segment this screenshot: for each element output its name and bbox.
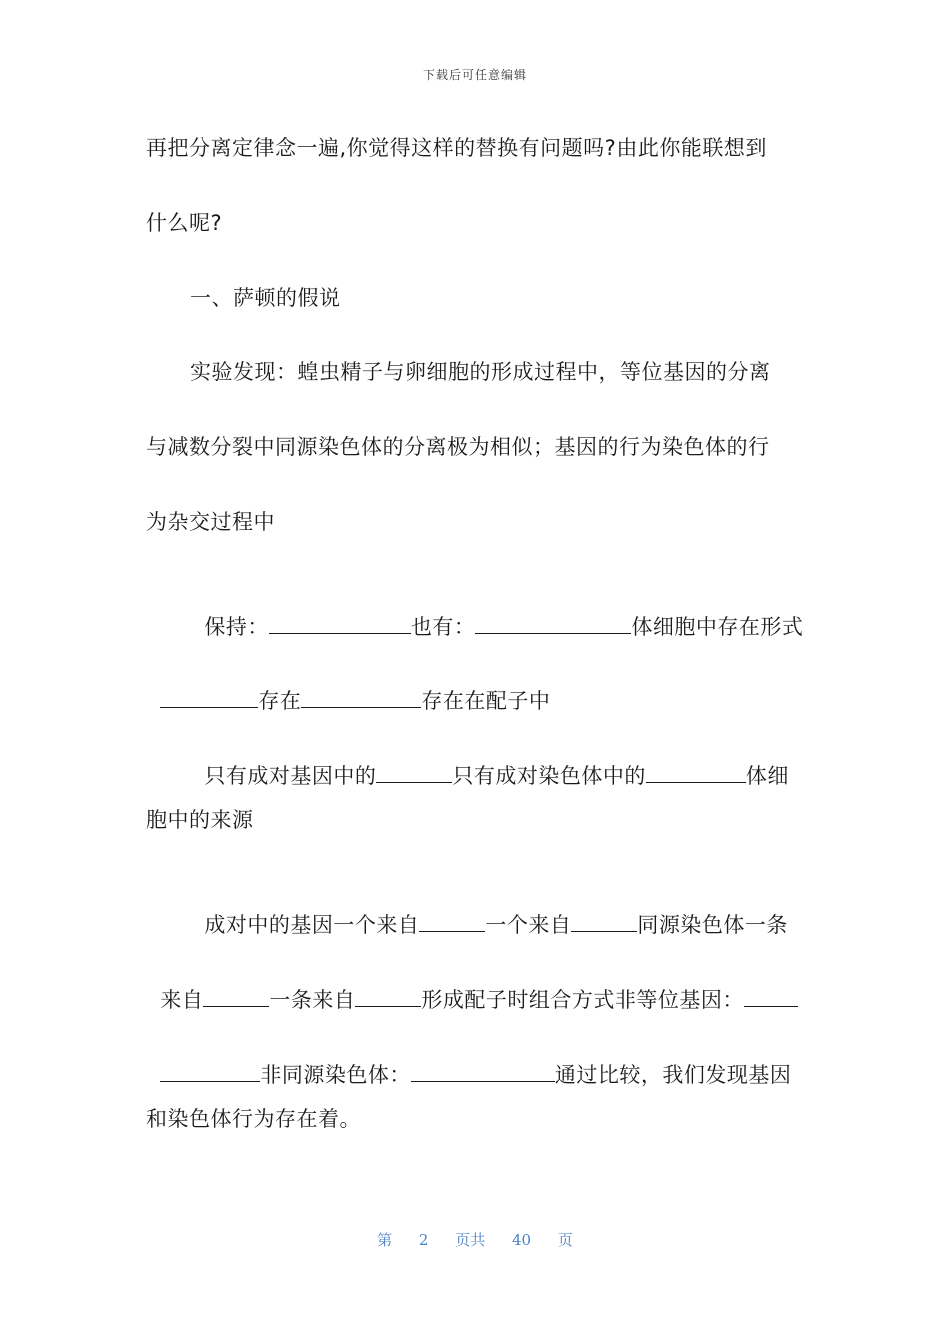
paragraph-line-1: 再把分离定律念一遍,你觉得这样的替换有问题吗?由此你能联想到 bbox=[146, 136, 767, 160]
paragraph-line-5: 与减数分裂中同源染色体的分离极为相似；基因的行为染色体的行 bbox=[146, 435, 770, 459]
fill-blank[interactable] bbox=[301, 685, 421, 708]
paragraph-line-10: 胞中的来源 bbox=[146, 808, 254, 832]
line-text: 一个来自 bbox=[485, 913, 572, 937]
line-text: 来自 bbox=[160, 988, 204, 1012]
fill-blank[interactable] bbox=[411, 1059, 555, 1082]
fill-blank[interactable] bbox=[203, 984, 269, 1007]
line-text: 存在 bbox=[258, 689, 302, 713]
paragraph-line-9 bbox=[190, 732, 789, 790]
line-text: 保持： bbox=[204, 615, 269, 639]
paragraph-line-8 bbox=[146, 657, 550, 715]
line-text: 体细胞中存在形式 bbox=[631, 615, 804, 639]
paragraph-line-14: 和染色体行为存在着。 bbox=[146, 1107, 361, 1131]
line-text: 一条来自 bbox=[269, 988, 356, 1012]
fill-blank[interactable] bbox=[419, 909, 485, 932]
line-text: 只有成对基因中的 bbox=[204, 764, 377, 788]
fill-blank[interactable] bbox=[355, 984, 421, 1007]
paragraph-line-13 bbox=[146, 1031, 791, 1089]
line-text: 通过比较，我们发现基因 bbox=[554, 1063, 792, 1087]
footer-middle: 页共 bbox=[455, 1231, 486, 1249]
fill-blank[interactable] bbox=[475, 611, 631, 634]
line-text: 也有： bbox=[410, 615, 476, 639]
fill-blank[interactable] bbox=[269, 611, 411, 634]
line-text: 非同源染色体： bbox=[260, 1063, 411, 1087]
fill-blank[interactable] bbox=[376, 760, 452, 783]
page-footer bbox=[0, 1229, 950, 1250]
line-text: 同源染色体一条 bbox=[637, 913, 788, 937]
footer-suffix: 页 bbox=[557, 1231, 573, 1249]
line-text: 形成配子时组合方式非等位基因： bbox=[421, 988, 744, 1012]
fill-blank[interactable] bbox=[160, 1059, 260, 1082]
paragraph-line-6: 为杂交过程中 bbox=[146, 510, 275, 534]
line-text: 存在在配子中 bbox=[421, 689, 551, 713]
fill-blank[interactable] bbox=[646, 760, 746, 783]
paragraph-line-12 bbox=[146, 956, 798, 1014]
paragraph-line-2: 什么呢? bbox=[146, 211, 223, 235]
footer-page-number: 2 bbox=[418, 1231, 429, 1249]
paragraph-line-11 bbox=[190, 881, 788, 939]
page-header: 下载后可任意编辑 bbox=[422, 68, 527, 82]
fill-blank[interactable] bbox=[744, 984, 798, 1007]
footer-prefix: 第 bbox=[377, 1231, 393, 1249]
paragraph-line-4: 实验发现：蝗虫精子与卵细胞的形成过程中，等位基因的分离 bbox=[190, 360, 771, 384]
line-text: 只有成对染色体中的 bbox=[452, 764, 646, 788]
fill-blank[interactable] bbox=[571, 909, 637, 932]
line-text: 成对中的基因一个来自 bbox=[204, 913, 420, 937]
fill-blank[interactable] bbox=[160, 685, 258, 708]
section-heading: 一、萨顿的假说 bbox=[190, 286, 341, 310]
paragraph-line-7 bbox=[190, 583, 803, 641]
footer-total-pages: 40 bbox=[512, 1231, 532, 1249]
line-text: 体细 bbox=[745, 764, 789, 788]
